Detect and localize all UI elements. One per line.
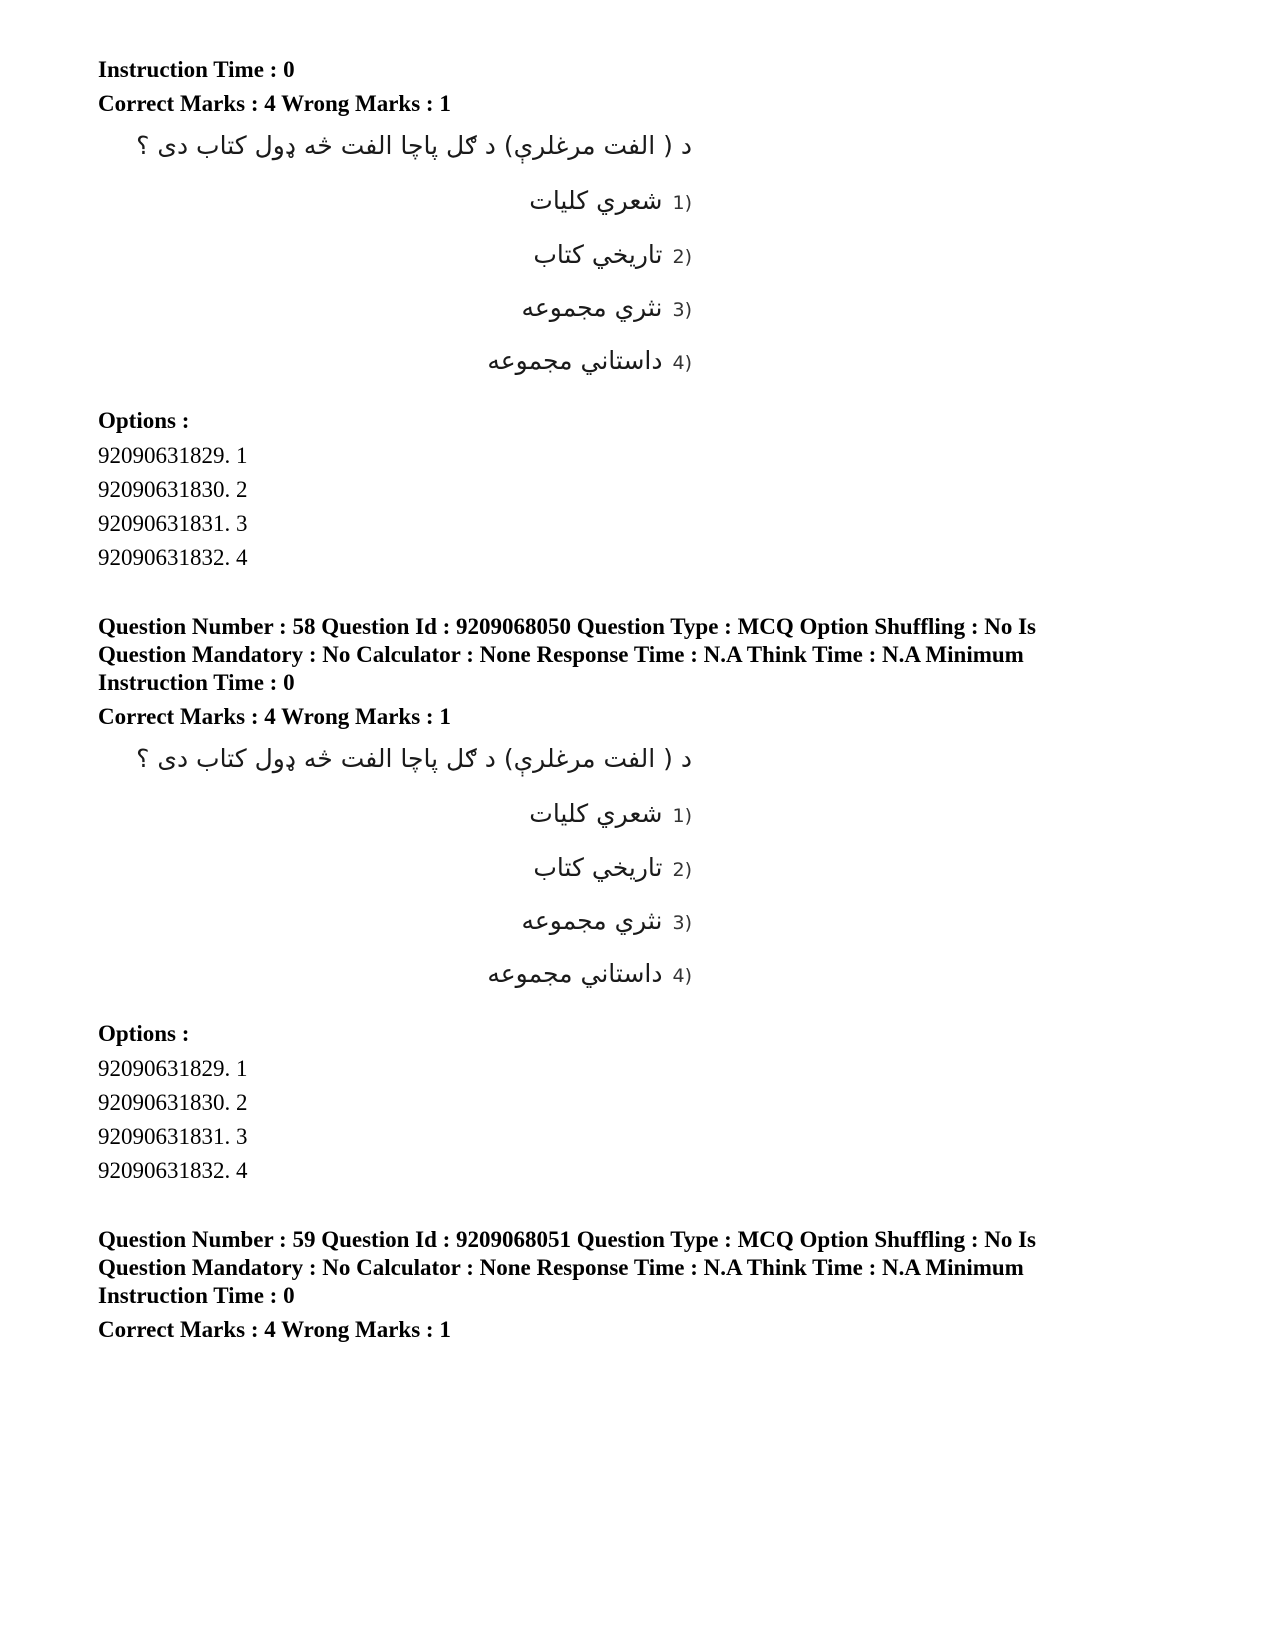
question-header-line: Question Mandatory : No Calculator : None Response Time : N.A Think Time : N.A Minimum xyxy=(98,642,1024,667)
document-page xyxy=(98,56,1188,1344)
question-stem: د ( الفت مرغلرې) د ګل پاچا الفت څه ډول کتاب دی ؟ xyxy=(136,744,692,773)
marks-line: Correct Marks : 4 Wrong Marks : 1 xyxy=(98,91,451,116)
option-list xyxy=(98,439,1188,575)
image-option-number: (1 xyxy=(672,192,692,214)
image-option-text: نثري مجموعه xyxy=(521,906,663,935)
option-item: 92090631831. 3 xyxy=(98,511,248,536)
image-option-text: تاريخي کتاب xyxy=(533,853,663,882)
options-heading: Options : xyxy=(98,1021,190,1046)
image-option xyxy=(533,238,692,274)
image-option-text: نثري مجموعه xyxy=(521,293,663,322)
marks-line: Correct Marks : 4 Wrong Marks : 1 xyxy=(98,1317,451,1342)
marks-line: Correct Marks : 4 Wrong Marks : 1 xyxy=(98,704,451,729)
option-item: 92090631830. 2 xyxy=(98,1090,248,1115)
question-header-line: Question Mandatory : No Calculator : None Response Time : N.A Think Time : N.A Minimum xyxy=(98,1255,1024,1280)
image-option xyxy=(521,291,692,327)
question-header xyxy=(98,613,1188,697)
image-option-text: تاريخي کتاب xyxy=(533,240,663,269)
image-option-text: داستاني مجموعه xyxy=(487,959,663,988)
question-fragment xyxy=(98,56,1188,575)
question-58 xyxy=(98,613,1188,1188)
image-option xyxy=(487,957,692,993)
question-header-line: Question Number : 59 Question Id : 9209068051 Question Type : MCQ Option Shuffling : No Is xyxy=(98,1227,1037,1252)
image-option-text: داستاني مجموعه xyxy=(487,346,663,375)
instruction-time: Instruction Time : 0 xyxy=(98,57,295,82)
option-item: 92090631831. 3 xyxy=(98,1124,248,1149)
image-option-number: (1 xyxy=(672,805,692,827)
image-option-text: شعري کليات xyxy=(529,186,663,215)
image-option xyxy=(521,904,692,940)
question-header-line: Instruction Time : 0 xyxy=(98,670,295,695)
image-option xyxy=(533,851,692,887)
image-option-text: شعري کليات xyxy=(529,799,663,828)
options-heading: Options : xyxy=(98,408,190,433)
image-option-number: (4 xyxy=(672,965,692,987)
image-option xyxy=(487,344,692,380)
option-item: 92090631829. 1 xyxy=(98,443,248,468)
option-item: 92090631832. 4 xyxy=(98,1158,248,1183)
image-option xyxy=(529,184,692,220)
question-59 xyxy=(98,1226,1188,1344)
image-option xyxy=(529,797,692,833)
image-option-number: (2 xyxy=(672,246,692,268)
image-option-number: (3 xyxy=(672,912,692,934)
option-list xyxy=(98,1052,1188,1188)
question-header-line: Question Number : 58 Question Id : 9209068050 Question Type : MCQ Option Shuffling : No Is xyxy=(98,614,1037,639)
question-header-line: Instruction Time : 0 xyxy=(98,1283,295,1308)
image-option-number: (4 xyxy=(672,352,692,374)
question-header xyxy=(98,1226,1188,1310)
question-stem: د ( الفت مرغلرې) د ګل پاچا الفت څه ډول کتاب دی ؟ xyxy=(136,131,692,160)
option-item: 92090631829. 1 xyxy=(98,1056,248,1081)
option-item: 92090631832. 4 xyxy=(98,545,248,570)
image-option-number: (2 xyxy=(672,859,692,881)
option-item: 92090631830. 2 xyxy=(98,477,248,502)
question-image xyxy=(120,741,720,1006)
image-option-number: (3 xyxy=(672,299,692,321)
question-image xyxy=(120,128,720,393)
